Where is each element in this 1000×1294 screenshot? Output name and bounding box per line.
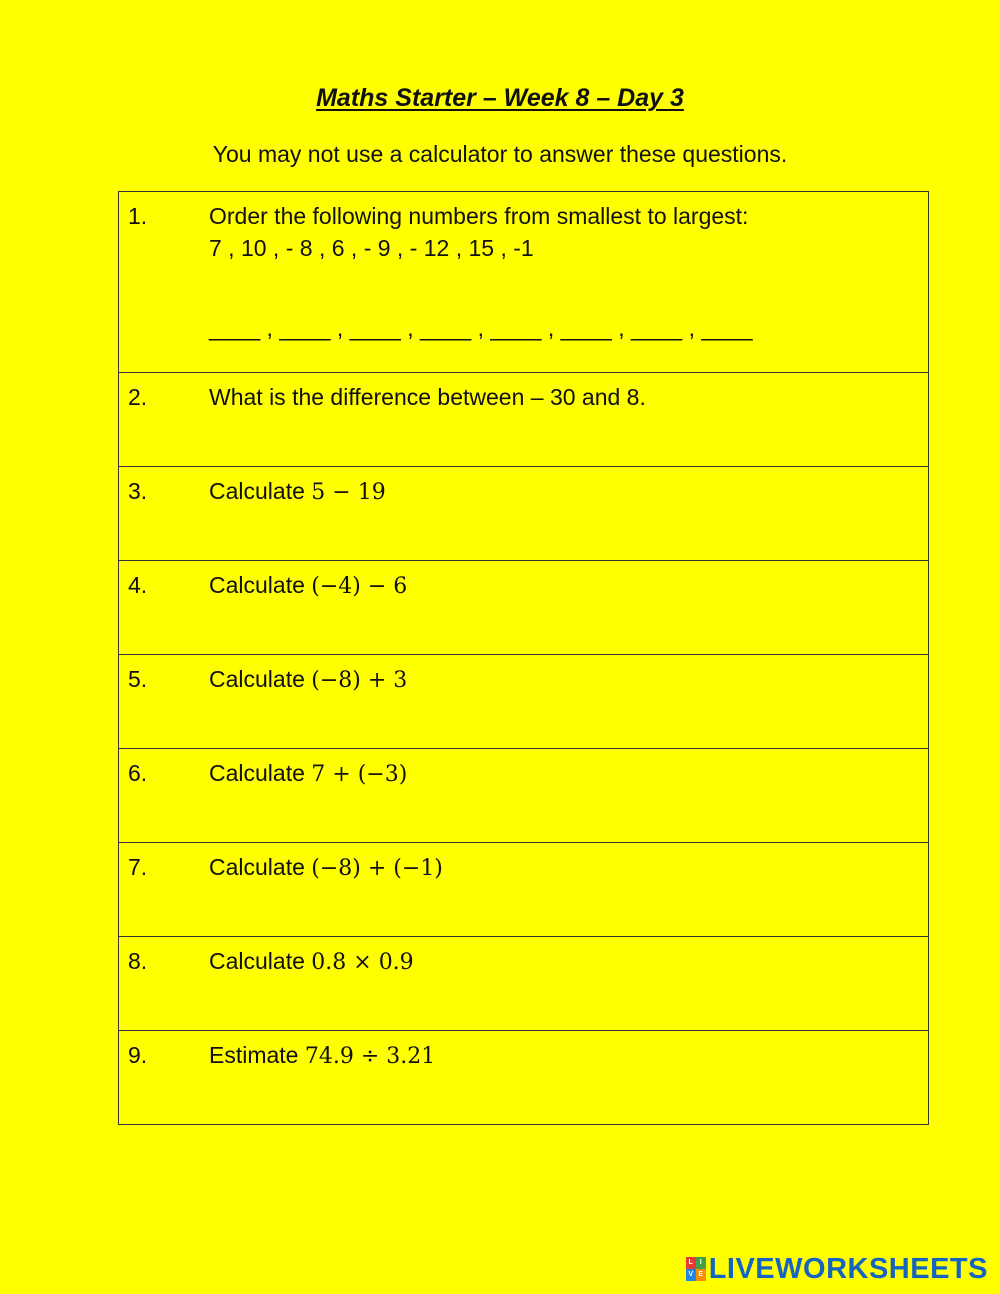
math-expression: (−8) + (−1) [311,856,443,881]
question-number: 1. [128,203,148,229]
logo-mark-letter: I [696,1257,706,1269]
question-number: 3. [128,478,148,504]
question-row-1 [119,192,929,373]
logo-text: LIVEWORKSHEETS [708,1252,988,1285]
liveworksheets-logo[interactable] [686,1254,988,1284]
math-expression: 5 − 19 [311,480,386,505]
question-row-7 [119,843,929,937]
math-expression: (−8) + 3 [311,668,408,693]
question-row-3 [119,467,929,561]
page-title: Maths Starter – Week 8 – Day 3 [316,84,684,112]
math-expression: (−4) − 6 [311,574,408,599]
question-number: 7. [128,854,148,880]
question-text: Calculate [209,760,312,786]
logo-mark-icon [686,1257,706,1281]
instruction-text: You may not use a calculator to answer these questions. [212,141,788,167]
logo-mark-letter: E [696,1269,706,1281]
question-number: 9. [128,1042,148,1068]
questions-table [118,191,929,1125]
question-text: Calculate [209,666,312,692]
math-expression: 74.9 ÷ 3.21 [304,1044,436,1069]
number-list: 7 , 10 , - 8 , 6 , - 9 , - 12 , 15 , -1 [209,235,534,261]
question-text: Calculate [209,572,312,598]
question-text: Order the following numbers from smallest to largest: [209,203,749,229]
question-row-5 [119,655,929,749]
question-text: Calculate [209,478,312,504]
math-expression: 0.8 × 0.9 [311,950,414,975]
question-row-9 [119,1031,929,1125]
question-text: Estimate [209,1042,305,1068]
question-text: What is the difference between – 30 and 8. [209,384,646,410]
question-text: Calculate [209,854,312,880]
logo-mark-letter: V [686,1269,696,1281]
question-row-8 [119,937,929,1031]
question-number: 4. [128,572,148,598]
question-number: 6. [128,760,148,786]
logo-mark-letter: L [686,1257,696,1269]
question-row-4 [119,561,929,655]
math-expression: 7 + (−3) [311,762,408,787]
question-number: 5. [128,666,148,692]
question-row-6 [119,749,929,843]
answer-blanks[interactable]: ____ , ____ , ____ , ____ , ____ , ____ , ____ , ____ [209,315,753,341]
question-number: 8. [128,948,148,974]
question-number: 2. [128,384,148,410]
question-text: Calculate [209,948,312,974]
question-row-2 [119,373,929,467]
